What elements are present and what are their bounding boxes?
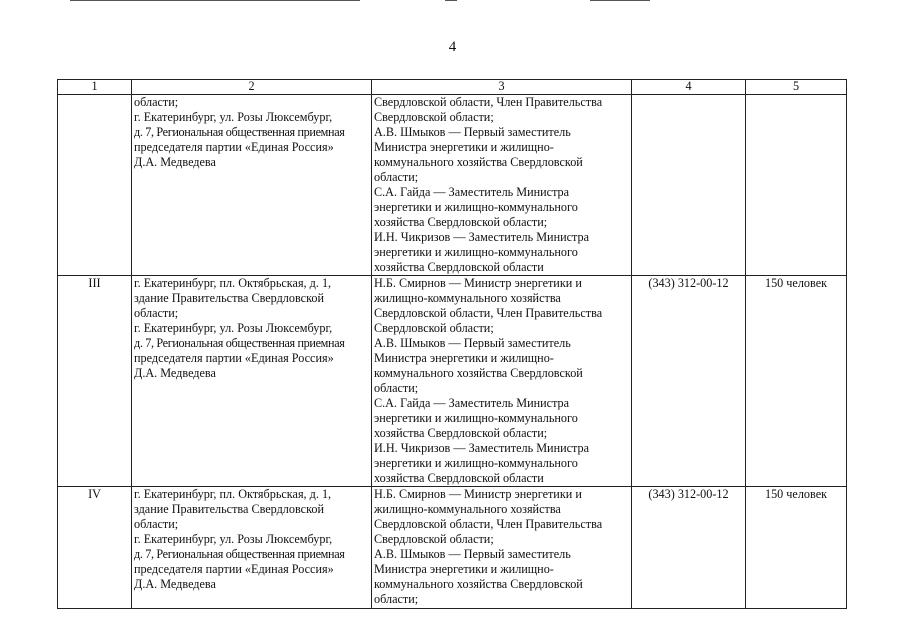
officials-line: хозяйства Свердловской области; [374, 215, 548, 229]
officials-line: Н.Б. Смирнов — Министр энергетики и [374, 276, 582, 290]
address-line: г. Екатеринбург, ул. Розы Люксембург, [134, 321, 333, 335]
officials-line: жилищно-коммунального хозяйства [374, 291, 561, 305]
address-line: г. Екатеринбург, пл. Октябрьская, д. 1, [134, 487, 332, 501]
officials-line: хозяйства Свердловской области [374, 471, 544, 485]
officials-line: энергетики и жилищно-коммунального [374, 200, 578, 214]
capacity-cell: 150 человек [746, 487, 847, 609]
address-line: Д.А. Медведева [134, 577, 216, 591]
officials-line: А.В. Шмыков — Первый заместитель [374, 336, 571, 350]
address-line: области; [134, 306, 179, 320]
top-rule-left [70, 0, 360, 1]
address-line: здание Правительства Свердловской [134, 291, 324, 305]
row-number-cell [58, 95, 132, 276]
officials-line: И.Н. Чикризов — Заместитель Министра [374, 441, 590, 455]
address-line: председателя партии «Единая Россия» [134, 140, 334, 154]
officials-line: А.В. Шмыков — Первый заместитель [374, 547, 571, 561]
officials-line: Свердловской области, Член Правительства [374, 95, 603, 109]
address-line: председателя партии «Единая Россия» [134, 562, 334, 576]
officials-line: жилищно-коммунального хозяйства [374, 502, 561, 516]
officials-line: хозяйства Свердловской области [374, 260, 544, 274]
officials-line: А.В. Шмыков — Первый заместитель [374, 125, 571, 139]
officials-line: И.Н. Чикризов — Заместитель Министра [374, 230, 590, 244]
address-line: Д.А. Медведева [134, 155, 216, 169]
address-line: Д.А. Медведева [134, 366, 216, 380]
phone-cell [632, 95, 746, 276]
address-line: здание Правительства Свердловской [134, 502, 324, 516]
officials-cell [372, 276, 632, 487]
capacity-cell: 150 человек [746, 276, 847, 487]
officials-line: коммунального хозяйства Свердловской [374, 366, 583, 380]
column-header: 1 [58, 80, 132, 95]
address-line: д. 7, Региональная общественная приемная [134, 547, 345, 561]
address-cell [132, 95, 372, 276]
officials-line: энергетики и жилищно-коммунального [374, 245, 578, 259]
officials-line: Министра энергетики и жилищно- [374, 351, 554, 365]
phone-cell: (343) 312-00-12 [632, 487, 746, 609]
column-header: 3 [372, 80, 632, 95]
table-row [58, 487, 847, 609]
officials-line: Свердловской области; [374, 321, 494, 335]
column-header: 4 [632, 80, 746, 95]
page-number: 4 [448, 39, 457, 55]
address-line: председателя партии «Единая Россия» [134, 351, 334, 365]
table-header-row [58, 80, 847, 95]
officials-line: энергетики и жилищно-коммунального [374, 456, 578, 470]
address-line: области; [134, 517, 179, 531]
capacity-cell [746, 95, 847, 276]
address-cell [132, 276, 372, 487]
officials-line: энергетики и жилищно-коммунального [374, 411, 578, 425]
officials-line: С.А. Гайда — Заместитель Министра [374, 185, 570, 199]
officials-line: коммунального хозяйства Свердловской [374, 577, 583, 591]
officials-line: Министра энергетики и жилищно- [374, 140, 554, 154]
officials-cell [372, 487, 632, 609]
officials-line: Свердловской области, Член Правительства [374, 517, 603, 531]
officials-line: Свердловской области; [374, 110, 494, 124]
officials-line: области; [374, 381, 419, 395]
officials-cell [372, 95, 632, 276]
officials-line: области; [374, 592, 419, 606]
address-cell [132, 487, 372, 609]
address-line: г. Екатеринбург, ул. Розы Люксембург, [134, 532, 333, 546]
column-header: 2 [132, 80, 372, 95]
address-line: г. Екатеринбург, ул. Розы Люксембург, [134, 110, 333, 124]
officials-line: Свердловской области; [374, 532, 494, 546]
column-header: 5 [746, 80, 847, 95]
officials-line: С.А. Гайда — Заместитель Министра [374, 396, 570, 410]
officials-line: хозяйства Свердловской области; [374, 426, 548, 440]
address-line: области; [134, 95, 179, 109]
row-number-cell: IV [58, 487, 132, 609]
officials-line: Свердловской области, Член Правительства [374, 306, 603, 320]
officials-line: Н.Б. Смирнов — Министр энергетики и [374, 487, 582, 501]
address-line: г. Екатеринбург, пл. Октябрьская, д. 1, [134, 276, 332, 290]
phone-cell: (343) 312-00-12 [632, 276, 746, 487]
row-number-cell: III [58, 276, 132, 487]
schedule-table [57, 79, 847, 609]
top-rule-right [590, 0, 650, 1]
officials-line: области; [374, 170, 419, 184]
address-line: д. 7, Региональная общественная приемная [134, 336, 345, 350]
officials-line: коммунального хозяйства Свердловской [374, 155, 583, 169]
top-rule-center [445, 0, 457, 1]
table-row [58, 95, 847, 276]
address-line: д. 7, Региональная общественная приемная [134, 125, 345, 139]
table-row [58, 276, 847, 487]
officials-line: Министра энергетики и жилищно- [374, 562, 554, 576]
